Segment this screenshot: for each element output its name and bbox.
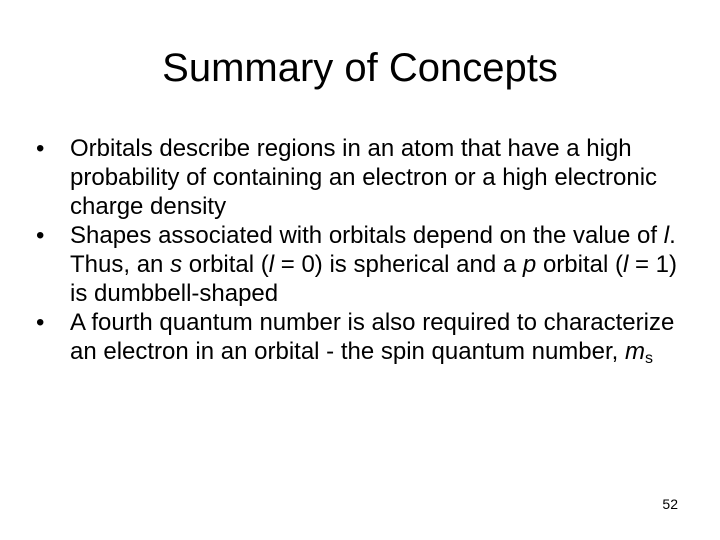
bullet-text-segment: . Thus, an bbox=[70, 222, 676, 278]
s-symbol: s bbox=[170, 251, 183, 278]
bullet-orbital-shapes bbox=[36, 221, 696, 308]
bullet-text-segment: orbital ( bbox=[536, 251, 623, 278]
l-symbol: l bbox=[663, 222, 670, 249]
bullet-marker: • bbox=[36, 222, 45, 249]
bullet-text-segment: = 0) is spherical and a bbox=[274, 251, 523, 278]
bullet-orbitals-definition bbox=[36, 134, 696, 221]
bullet-text-segment: orbital ( bbox=[182, 251, 269, 278]
p-symbol: p bbox=[522, 251, 537, 278]
bullet-text: Orbitals describe regions in an atom that have a high probability of containing an electron or a high electronic charge density bbox=[70, 135, 658, 220]
bullet-text-segment: = 1) is dumbbell-shaped bbox=[70, 251, 678, 307]
l-symbol: l bbox=[622, 251, 629, 278]
bullet-list bbox=[36, 134, 696, 366]
bullet-spin-quantum-number bbox=[36, 308, 696, 366]
l-symbol: l bbox=[268, 251, 275, 278]
m-symbol: m bbox=[625, 338, 645, 365]
spin-subscript: s bbox=[645, 350, 653, 367]
bullet-marker: • bbox=[36, 135, 45, 162]
bullet-text-segment: A fourth quantum number is also required to characterize an electron in an orbital - the spin quantum number, bbox=[70, 309, 675, 365]
bullet-marker: • bbox=[36, 309, 45, 336]
slide-title: Summary of Concepts bbox=[162, 46, 558, 90]
bullet-text-segment: Shapes associated with orbitals depend on the value of bbox=[70, 222, 664, 249]
page-number: 52 bbox=[662, 496, 678, 512]
